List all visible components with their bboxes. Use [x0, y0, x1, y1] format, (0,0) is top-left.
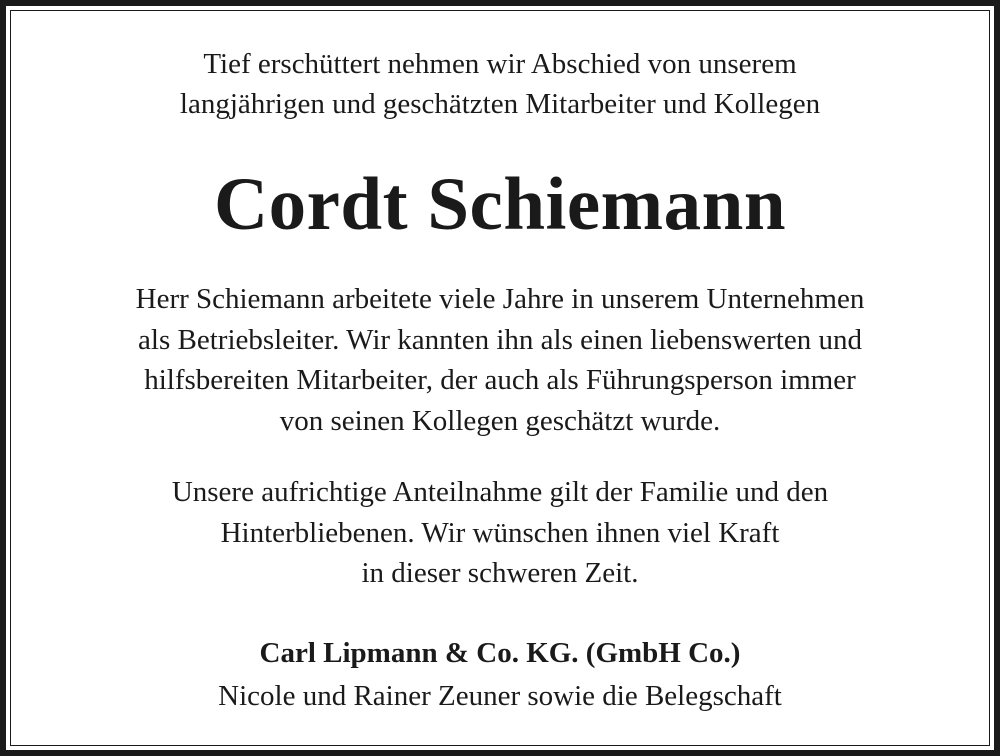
deceased-name: Cordt Schiemann — [213, 163, 787, 246]
intro-line: langjährigen und geschätzten Mitarbeiter und Kollegen — [179, 88, 821, 120]
intro-text — [20, 44, 980, 124]
condolence-line: Unsere aufrichtige Anteilnahme gilt der Familie und den — [171, 476, 829, 508]
tribute-line: als Betriebsleiter. Wir kannten ihn als einen liebenswerten und — [138, 323, 862, 356]
tribute-line: hilfsbereiten Mitarbeiter, der auch als Führungsperson immer — [144, 364, 856, 396]
condolence-paragraph — [20, 472, 980, 594]
intro-line: Tief erschüttert nehmen wir Abschied von unserem — [203, 48, 797, 80]
condolence-line: in dieser schweren Zeit. — [361, 557, 639, 589]
signers-line: Nicole und Rainer Zeuner sowie die Belegschaft — [218, 680, 782, 712]
tribute-line: von seinen Kollegen geschätzt wurde. — [279, 404, 721, 437]
condolence-line: Hinterbliebenen. Wir wünschen ihnen viel Kraft — [220, 516, 780, 549]
company-name: Carl Lipmann & Co. KG. (GmbH Co.) — [259, 637, 741, 669]
tribute-paragraph — [20, 279, 980, 441]
tribute-line: Herr Schiemann arbeitete viele Jahre in unserem Unternehmen — [135, 283, 865, 315]
